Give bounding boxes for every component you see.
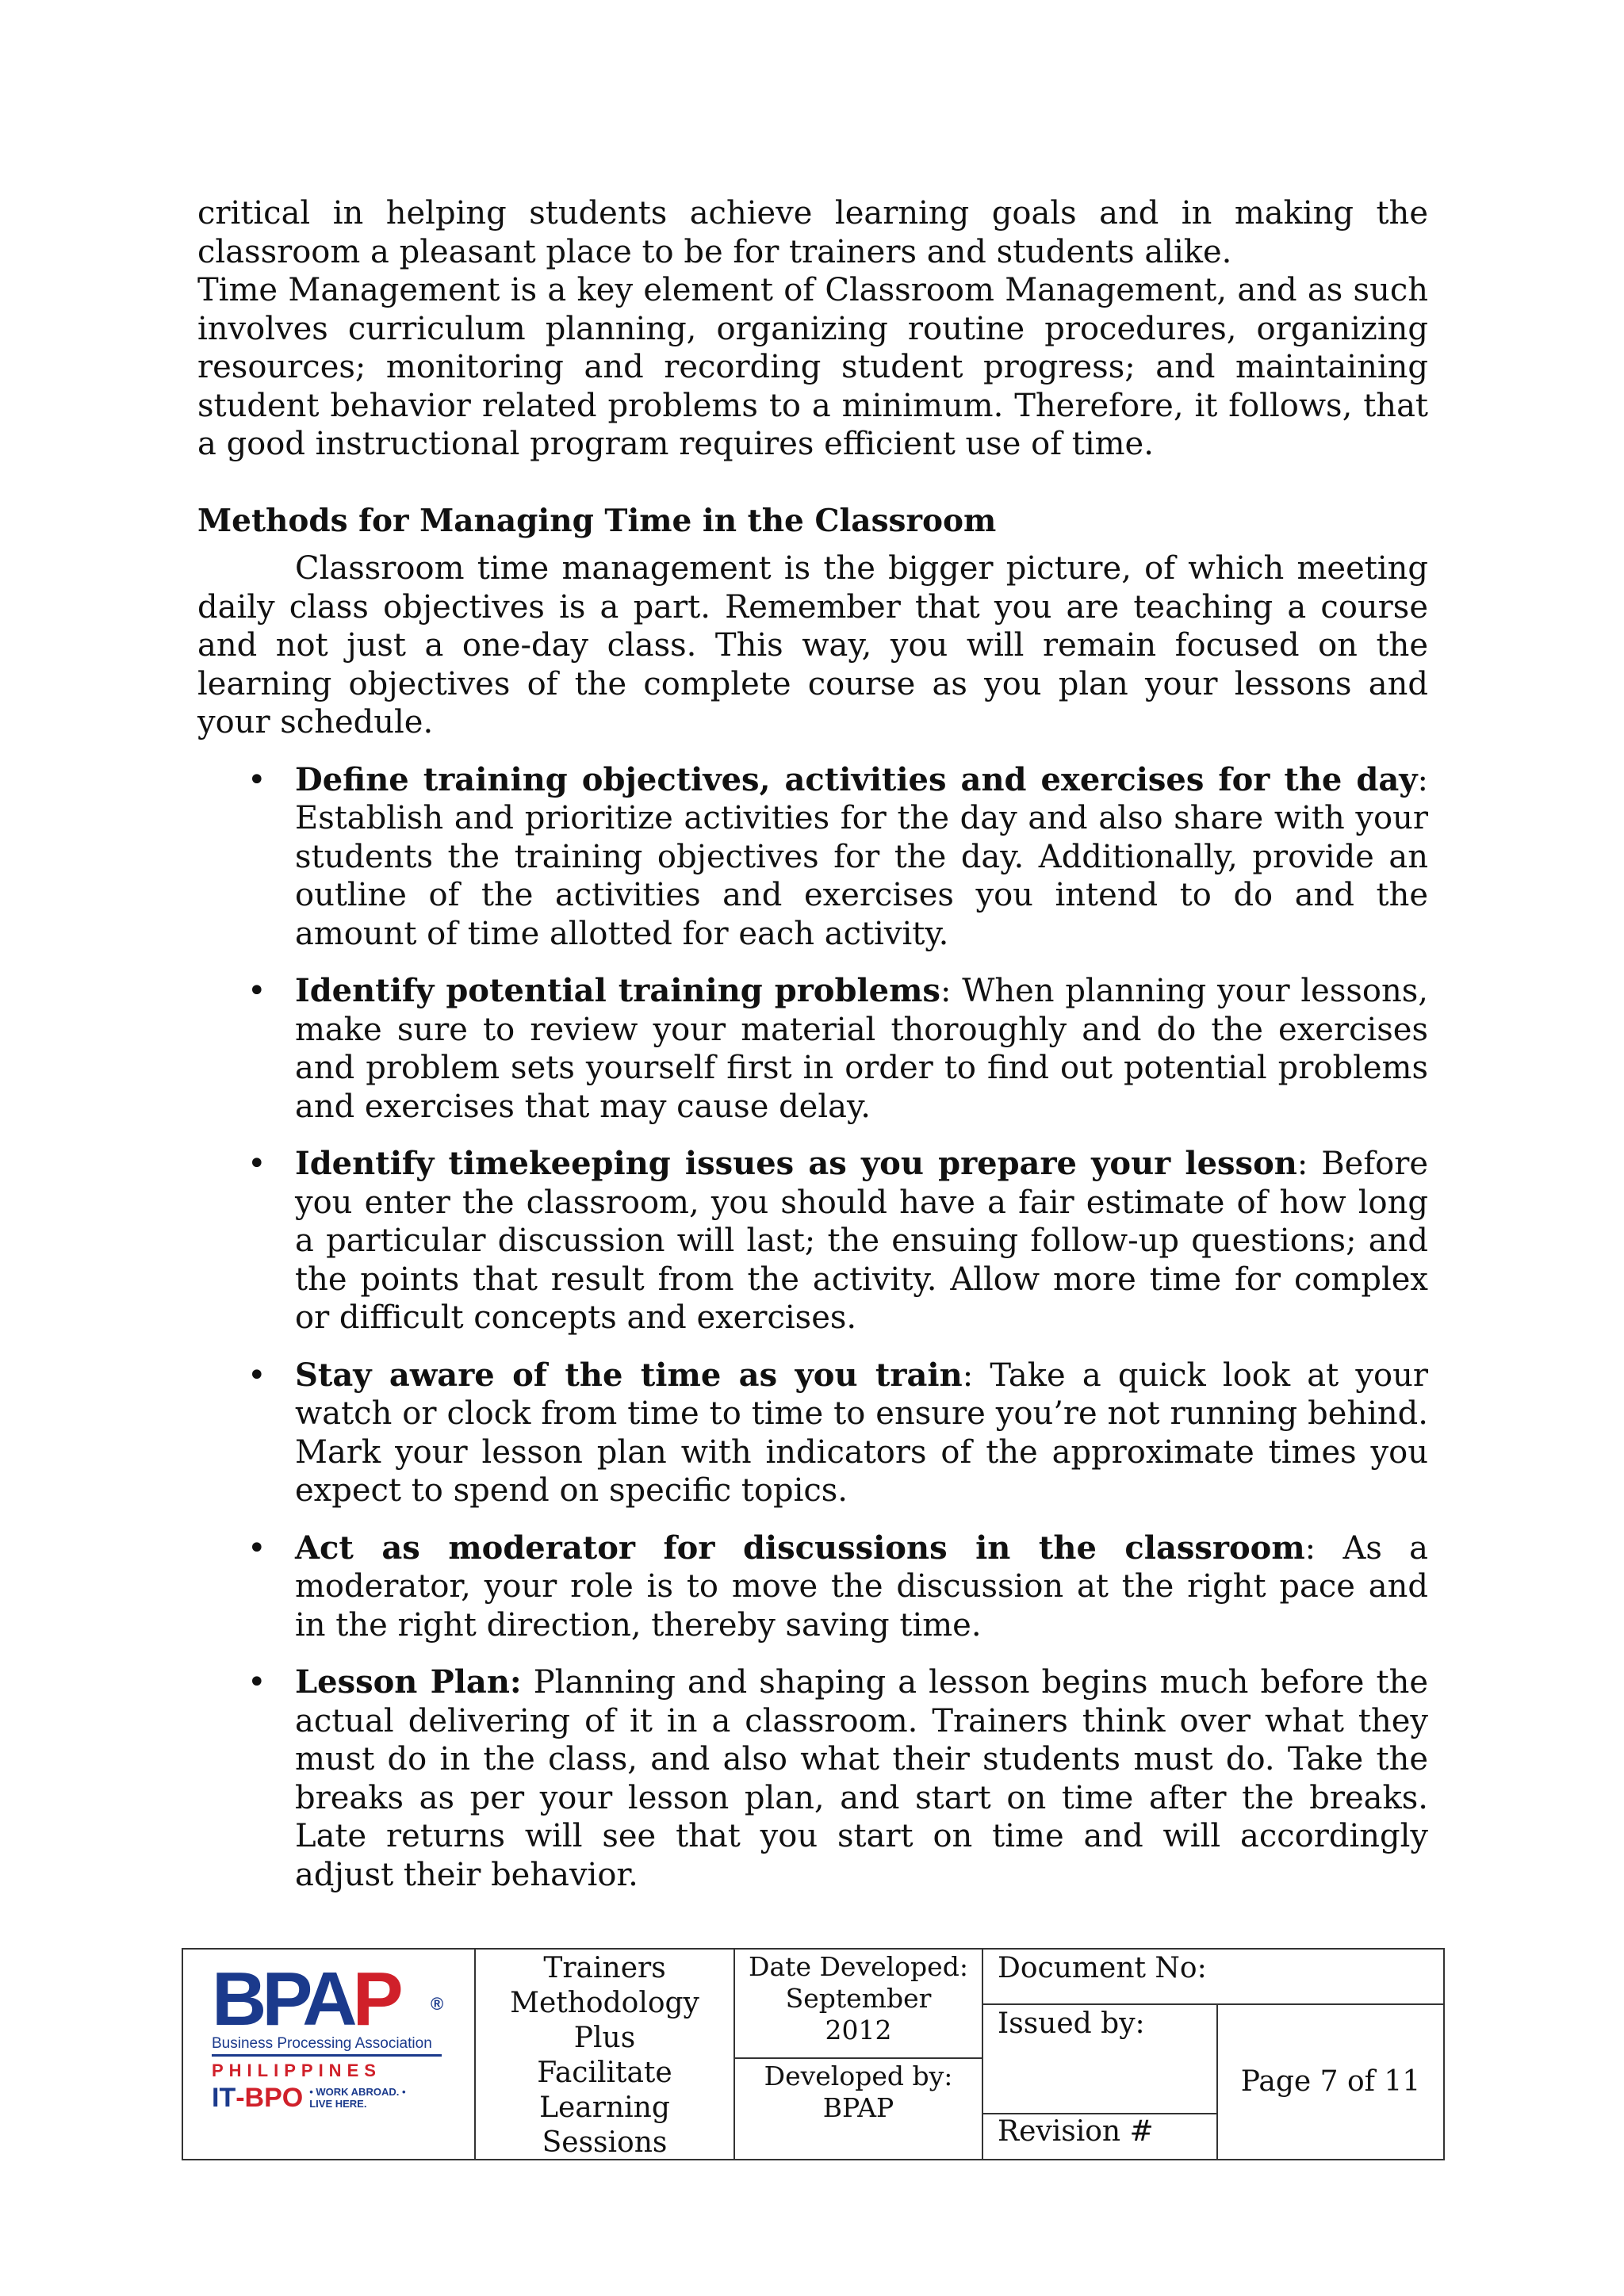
revision-label: Revision #	[998, 2115, 1154, 2148]
issued-by-label: Issued by:	[998, 2007, 1145, 2040]
list-item-text: Planning and shaping a lesson begins much before the actual delivering of it in a classroom. Trainers think over what they must do in the class, and also what their students must do. Take the breaks as per your lesson plan, and start on time after the breaks. Late returns will see that you start on time and will accordingly adjust their behavior.	[295, 1664, 1428, 1893]
document-title-cell	[476, 1950, 735, 2159]
list-item-term: Identify potential training problems	[295, 972, 940, 1009]
title-line: Methodology	[510, 1987, 699, 2019]
section-lead-paragraph: Classroom time management is the bigger picture, of which meeting daily class objectives is a part. Remember that you are teaching a course and not just a one-day class. This way, you will remain focused on the learning objectives of the complete course as you plan your lessons and your schedule.	[197, 550, 1428, 740]
logo-divider	[212, 2054, 442, 2057]
revision-cell	[983, 2114, 1218, 2159]
date-year: 2012	[825, 2015, 892, 2045]
bullet-icon: •	[247, 1357, 266, 1394]
document-number-label: Document No:	[998, 1952, 1207, 1984]
list-item-term: Identify timekeeping issues as you prepare your lesson	[295, 1145, 1297, 1182]
title-line: Trainers	[543, 1952, 666, 1984]
logo-mark-p: P	[352, 1957, 399, 2042]
page-number-cell	[1218, 2005, 1443, 2159]
list-item	[197, 1357, 1428, 1510]
logo-mark-text: BPA	[212, 1957, 353, 2042]
list-item-text: : Establish and prioritize activities for the day and also share with your students the training objectives for the day. Additionally, provide an outline of the activities and exercises you intend to do and the amount of time allotted for each activity.	[295, 761, 1428, 952]
developed-by-value: BPAP	[822, 2092, 894, 2123]
list-item-text: : When planning your lessons, make sure to review your material thoroughly and do the exercises and problem sets yourself first in order to find out potential problems and exercises that may cause delay.	[295, 973, 1428, 1125]
bpap-logo	[212, 1957, 450, 2115]
intro-paragraph-1: critical in helping students achieve learning goals and in making the classroom a pleasant place to be for trainers and students alike.	[197, 195, 1428, 270]
list-item	[197, 761, 1428, 954]
bullet-icon: •	[247, 973, 266, 1009]
logo-mark	[212, 1957, 450, 2042]
title-line: Learning	[539, 2091, 670, 2124]
it-bpo-logo	[212, 2080, 450, 2115]
list-item-term: Stay aware of the time as you train	[295, 1356, 963, 1394]
list-item	[197, 972, 1428, 1126]
title-line: Plus	[573, 2022, 636, 2054]
list-item-term: Define training objectives, activities and exercises for the day	[295, 760, 1418, 798]
bullet-icon: •	[247, 1664, 266, 1701]
logo-country: PHILIPPINES	[212, 2061, 381, 2080]
date-month: September	[785, 1983, 932, 2014]
bullet-icon: •	[247, 761, 266, 798]
logo-subtitle: Business Processing Association	[212, 2035, 432, 2052]
bullet-icon: •	[247, 1529, 266, 1567]
title-line: Sessions	[542, 2126, 668, 2159]
methods-list	[197, 761, 1428, 1895]
developed-by-cell	[735, 2059, 983, 2159]
list-item-term: Act as moderator for discussions in the classroom	[295, 1529, 1305, 1567]
logo-bpo: -BPO	[236, 2083, 304, 2113]
page-number: Page 7 of 11	[1240, 2065, 1421, 2098]
logo-tagline: • WORK ABROAD. • LIVE HERE.	[309, 2086, 406, 2110]
intro-paragraph-2: Time Management is a key element of Classroom Management, and as such involves curriculum planning, organizing routine procedures, organizing resources; monitoring and recording student progress; and maintaining student behavior related problems to a minimum. Therefore, it follows, that a good instructional program requires efficient use of time.	[197, 272, 1428, 462]
document-number-cell	[983, 1950, 1443, 2005]
section-heading: Methods for Managing Time in the Classroom	[197, 502, 997, 539]
logo-it: IT	[212, 2083, 236, 2113]
developed-by-label: Developed by:	[764, 2061, 953, 2091]
list-item	[197, 1529, 1428, 1645]
bullet-icon: •	[247, 1146, 266, 1182]
title-line: Facilitate	[537, 2057, 672, 2089]
list-item	[197, 1145, 1428, 1337]
date-developed-cell	[735, 1950, 983, 2059]
list-item-text: : As a moderator, your role is to move the discussion at the right pace and in the right direction, thereby saving time.	[295, 1529, 1429, 1644]
registered-icon: ®	[431, 1994, 444, 2014]
list-item-text: : Before you enter the classroom, you should have a fair estimate of how long a particular discussion will last; the ensuing follow-up questions; and the points that result from the activity. Allow more time for complex or difficult concepts and exercises.	[295, 1146, 1428, 1336]
issued-by-cell	[983, 2005, 1218, 2114]
logo-cell	[183, 1950, 476, 2159]
document-body	[197, 194, 1428, 1913]
document-footer-table	[182, 1948, 1445, 2160]
list-item-text: : Take a quick look at your watch or clock from time to time to ensure you’re not running behind. Mark your lesson plan with indicators of the approximate times you expect to spend on specific topics.	[295, 1357, 1428, 1509]
list-item	[197, 1663, 1428, 1894]
date-developed-label: Date Developed:	[749, 1951, 968, 1982]
list-item-term: Lesson Plan:	[295, 1663, 522, 1701]
